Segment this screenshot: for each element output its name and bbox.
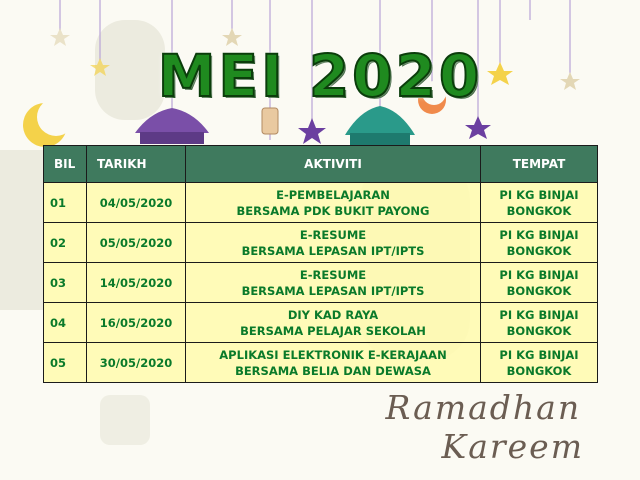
table-row: [44, 263, 598, 303]
cell-tarikh: 04/05/2020: [87, 183, 186, 223]
tempat-line-1: PI KG BINJAI: [499, 267, 579, 282]
cell-aktiviti: [186, 183, 481, 223]
cell-aktiviti: [186, 343, 481, 383]
cell-tarikh: 16/05/2020: [87, 303, 186, 343]
tempat-line-2: BONGKOK: [506, 203, 572, 218]
aktiviti-line-1: E-RESUME: [299, 267, 367, 282]
cell-tempat: [481, 263, 598, 303]
table-header-row: [44, 146, 598, 183]
aktiviti-line-2: BERSAMA BELIA DAN DEWASA: [235, 363, 431, 378]
tempat-line-2: BONGKOK: [506, 283, 572, 298]
aktiviti-line-2: BERSAMA PELAJAR SEKOLAH: [240, 323, 426, 338]
cell-aktiviti: [186, 223, 481, 263]
cell-bil: 03: [44, 263, 87, 303]
cell-tempat: [481, 343, 598, 383]
teal-lantern-icon: [345, 106, 415, 145]
tempat-line-1: PI KG BINJAI: [499, 227, 579, 242]
aktiviti-line-2: BERSAMA LEPASAN IPT/IPTS: [241, 283, 425, 298]
aktiviti-line-1: APLIKASI ELEKTRONIK E-KERAJAAN: [219, 347, 447, 362]
small-lantern-icon: [262, 108, 278, 134]
aktiviti-line-2: BERSAMA PDK BUKIT PAYONG: [236, 203, 430, 218]
activity-schedule-table: [43, 145, 598, 383]
cell-aktiviti: [186, 303, 481, 343]
faint-lantern-left-icon: [0, 150, 45, 310]
ramadhan-kareem-signature: [385, 388, 584, 466]
table-row: [44, 303, 598, 343]
header-bil: BIL: [44, 146, 87, 183]
aktiviti-line-1: DIY KAD RAYA: [287, 307, 379, 322]
aktiviti-line-2: BERSAMA LEPASAN IPT/IPTS: [241, 243, 425, 258]
cell-bil: 04: [44, 303, 87, 343]
cell-tarikh: 14/05/2020: [87, 263, 186, 303]
cell-bil: 05: [44, 343, 87, 383]
header-tempat: TEMPAT: [481, 146, 598, 183]
cell-bil: 02: [44, 223, 87, 263]
tempat-line-1: PI KG BINJAI: [499, 347, 579, 362]
table-row: [44, 183, 598, 223]
table-row: [44, 343, 598, 383]
tempat-line-1: PI KG BINJAI: [499, 187, 579, 202]
header-aktiviti: AKTIVITI: [186, 146, 481, 183]
aktiviti-line-1: E-RESUME: [299, 227, 367, 242]
cell-tarikh: 05/05/2020: [87, 223, 186, 263]
cell-tarikh: 30/05/2020: [87, 343, 186, 383]
tempat-line-2: BONGKOK: [506, 363, 572, 378]
aktiviti-line-1: E-PEMBELAJARAN: [276, 187, 390, 202]
header-tarikh: TARIKH: [87, 146, 186, 183]
page-title: MEI 2020: [157, 42, 483, 110]
cell-tempat: [481, 223, 598, 263]
tempat-line-1: PI KG BINJAI: [499, 307, 579, 322]
tempat-line-2: BONGKOK: [506, 243, 572, 258]
signature-line-2: Kareem: [441, 427, 584, 466]
cell-tempat: [481, 303, 598, 343]
tempat-line-2: BONGKOK: [506, 323, 572, 338]
cell-aktiviti: [186, 263, 481, 303]
signature-line-1: Ramadhan: [385, 388, 582, 427]
cell-tempat: [481, 183, 598, 223]
table-row: [44, 223, 598, 263]
cell-bil: 01: [44, 183, 87, 223]
